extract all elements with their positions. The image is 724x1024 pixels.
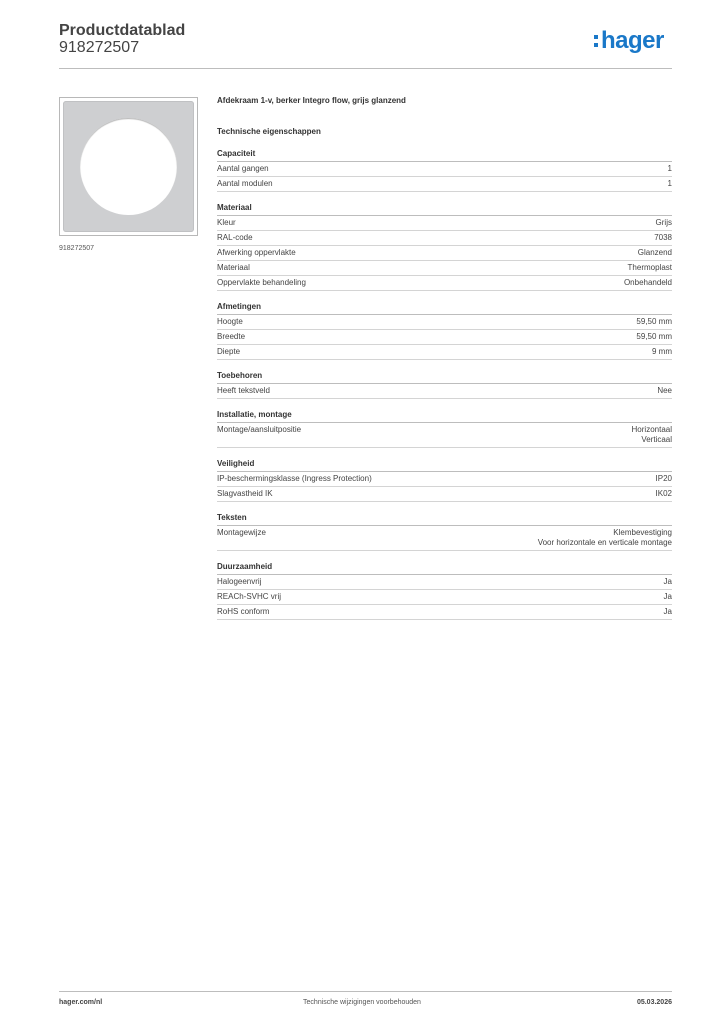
logo-dots-icon [594, 26, 598, 56]
spec-value: IP20 [655, 474, 672, 483]
spec-label: Aantal modulen [217, 179, 273, 188]
frame-opening [80, 118, 177, 215]
spec-section [217, 513, 672, 551]
spec-row [217, 177, 672, 192]
section-heading: Capaciteit [217, 149, 672, 162]
spec-section [217, 371, 672, 399]
product-image [59, 97, 198, 236]
spec-label: Oppervlakte behandeling [217, 278, 306, 287]
section-heading: Duurzaamheid [217, 562, 672, 575]
section-heading: Afmetingen [217, 302, 672, 315]
spec-value: Glanzend [637, 248, 672, 257]
spec-row [217, 315, 672, 330]
spec-sections [217, 149, 672, 620]
spec-label: Aantal gangen [217, 164, 269, 173]
page-header-title: Productdatablad [59, 22, 186, 39]
spec-row [217, 330, 672, 345]
spec-label: Kleur [217, 218, 236, 227]
spec-row [217, 423, 672, 448]
spec-label: Heeft tekstveld [217, 386, 270, 395]
spec-value: 59,50 mm [636, 332, 672, 341]
spec-section [217, 562, 672, 620]
spec-label: Halogeenvrij [217, 577, 262, 586]
spec-label: Breedte [217, 332, 246, 341]
spec-row [217, 590, 672, 605]
spec-section [217, 459, 672, 502]
spec-row [217, 605, 672, 620]
spec-label: Hoogte [217, 317, 243, 326]
spec-value: IK02 [655, 489, 672, 498]
spec-row [217, 472, 672, 487]
spec-label: Montage/aansluitpositie [217, 425, 302, 434]
spec-label: REACh-SVHC vrij [217, 592, 282, 601]
product-image-caption: 918272507 [59, 245, 95, 252]
spec-content [217, 96, 672, 631]
hager-logo [594, 26, 664, 56]
spec-label: Afwerking oppervlakte [217, 248, 296, 257]
spec-value: 9 mm [652, 347, 672, 356]
spec-value: Horizontaal Verticaal [631, 425, 672, 444]
spec-label: RAL-code [217, 233, 253, 242]
spec-value: Grijs [655, 218, 672, 227]
section-heading: Materiaal [217, 203, 672, 216]
logo-text: hager [601, 27, 664, 54]
spec-label: Slagvastheid IK [217, 489, 273, 498]
spec-row [217, 162, 672, 177]
footer-date: 05.03.2026 [636, 999, 672, 1006]
spec-label: IP-beschermingsklasse (Ingress Protection) [217, 474, 372, 483]
spec-value: 1 [667, 164, 672, 173]
tech-section-title: Technische eigenschappen [217, 127, 321, 136]
footer-website[interactable]: hager.com/nl [59, 999, 103, 1006]
spec-value: Ja [663, 607, 672, 616]
spec-row [217, 384, 672, 399]
spec-value: 7038 [654, 233, 672, 242]
spec-row [217, 231, 672, 246]
spec-label: RoHS conform [217, 607, 270, 616]
spec-value: Klembevestiging Voor horizontale en verticale montage [537, 528, 672, 547]
spec-label: Materiaal [217, 263, 250, 272]
section-heading: Teksten [217, 513, 672, 526]
spec-row [217, 526, 672, 551]
spec-row [217, 246, 672, 261]
footer-divider [59, 991, 672, 992]
article-number: 918272507 [59, 39, 140, 56]
spec-value: 1 [667, 179, 672, 188]
spec-value: Nee [657, 386, 672, 395]
header-divider [59, 68, 672, 69]
section-heading: Installatie, montage [217, 410, 672, 423]
spec-section [217, 410, 672, 448]
spec-section [217, 302, 672, 360]
spec-row [217, 216, 672, 231]
spec-section [217, 149, 672, 192]
spec-value: Thermoplast [627, 263, 672, 272]
spec-label: Montagewijze [217, 528, 266, 537]
spec-value: Ja [663, 577, 672, 586]
spec-value: 59,50 mm [636, 317, 672, 326]
section-heading: Veiligheid [217, 459, 672, 472]
footer-disclaimer: Technische wijzigingen voorbehouden [303, 999, 421, 1006]
spec-row [217, 575, 672, 590]
section-heading: Toebehoren [217, 371, 672, 384]
spec-row [217, 261, 672, 276]
spec-value: Onbehandeld [623, 278, 672, 287]
spec-label: Diepte [217, 347, 241, 356]
spec-row [217, 345, 672, 360]
product-title: Afdekraam 1-v, berker Integro flow, grijs glanzend [217, 96, 406, 105]
spec-row [217, 487, 672, 502]
spec-section [217, 203, 672, 291]
spec-value: Ja [663, 592, 672, 601]
spec-row [217, 276, 672, 291]
cover-frame-image [63, 101, 194, 232]
